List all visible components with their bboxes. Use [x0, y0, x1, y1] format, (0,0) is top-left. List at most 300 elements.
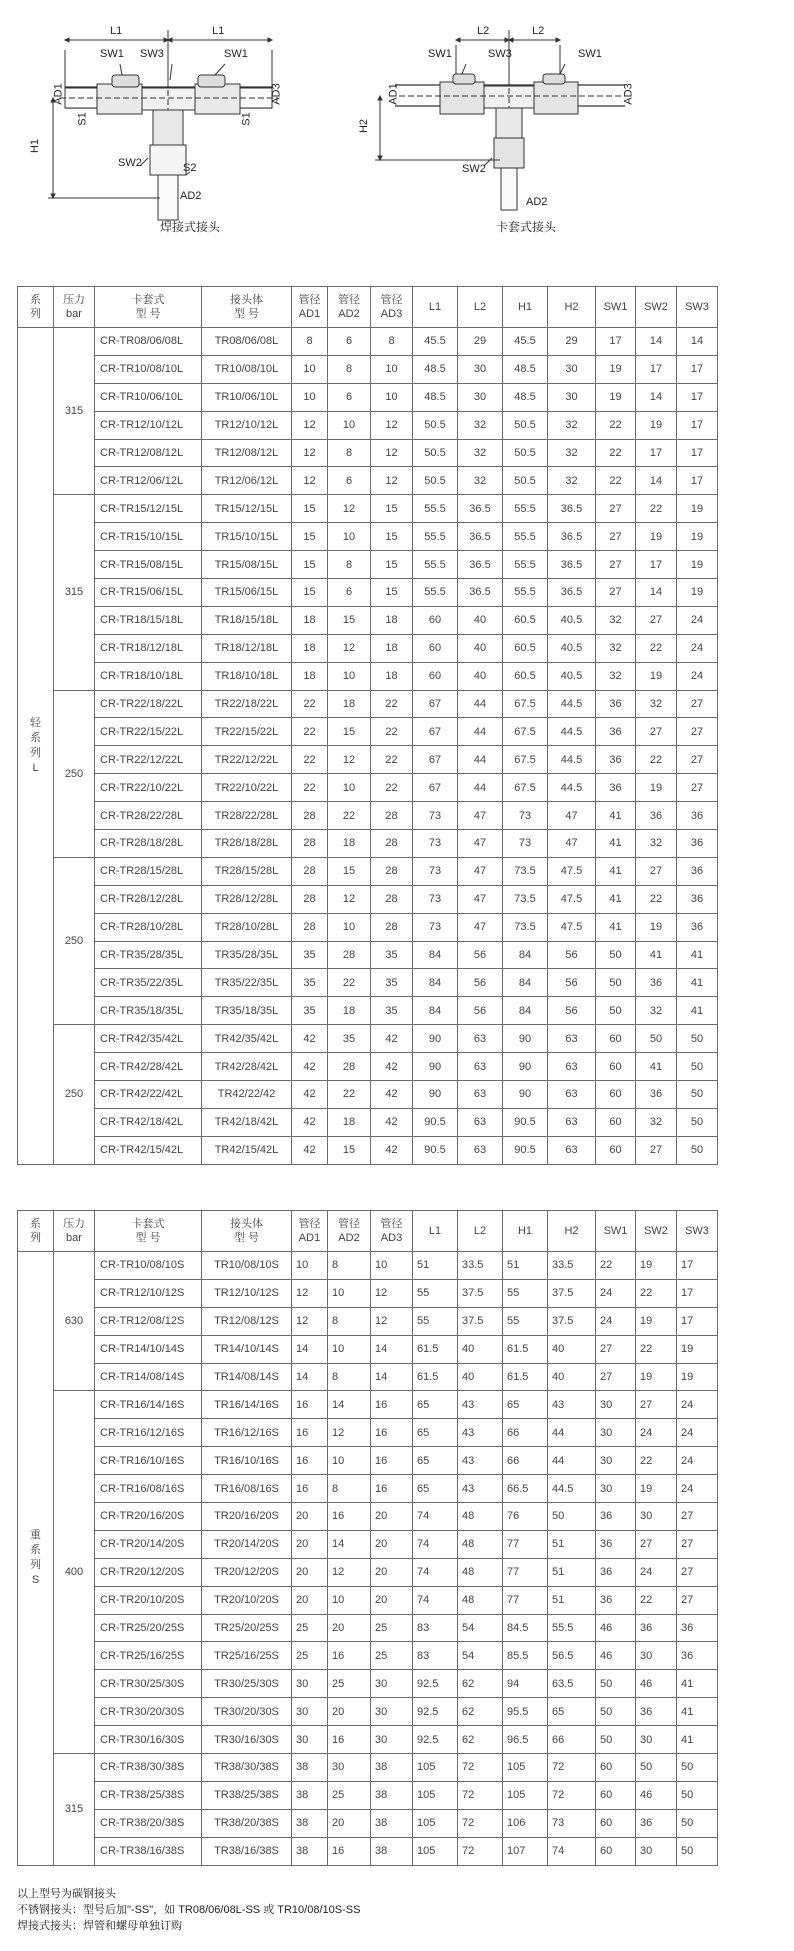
- value-cell: 22: [371, 774, 413, 802]
- table-row: [18, 1081, 718, 1109]
- value-cell: 63: [458, 1053, 503, 1081]
- value-cell: 15: [328, 718, 371, 746]
- value-cell: 60: [596, 1781, 636, 1809]
- value-cell: 84: [503, 941, 548, 969]
- value-cell: 22: [636, 1447, 677, 1475]
- value-cell: 56.5: [548, 1642, 596, 1670]
- value-cell: 25: [328, 1670, 371, 1698]
- value-cell: 30: [636, 1503, 677, 1531]
- value-cell: 24: [596, 1279, 636, 1307]
- value-cell: 55: [413, 1307, 458, 1335]
- table-row: [18, 606, 718, 634]
- value-cell: 22: [292, 690, 328, 718]
- value-cell: 105: [503, 1754, 548, 1782]
- header-cell: 卡套式 型 号: [95, 1211, 202, 1252]
- value-cell: 50: [677, 1136, 718, 1164]
- value-cell: 50: [677, 1809, 718, 1837]
- label-ad3: AD3: [270, 83, 283, 105]
- value-cell: 92.5: [413, 1670, 458, 1698]
- value-cell: 27: [596, 551, 636, 579]
- value-cell: 73: [413, 885, 458, 913]
- value-cell: 29: [548, 328, 596, 356]
- table-row: [18, 1307, 718, 1335]
- value-cell: 43: [548, 1391, 596, 1419]
- value-cell: 30: [596, 1391, 636, 1419]
- value-cell: 56: [458, 941, 503, 969]
- value-cell: 30: [458, 383, 503, 411]
- value-cell: 27: [636, 1391, 677, 1419]
- value-cell: 50: [677, 1781, 718, 1809]
- value-cell: 27: [636, 606, 677, 634]
- body-model-cell: TR16/10/16S: [202, 1447, 292, 1475]
- value-cell: 50.5: [503, 439, 548, 467]
- value-cell: 22: [596, 1252, 636, 1280]
- model-cell: CR-TR14/10/14S: [95, 1335, 202, 1363]
- body-model-cell: TR10/06/10L: [202, 383, 292, 411]
- model-cell: CR-TR42/15/42L: [95, 1136, 202, 1164]
- value-cell: 37.5: [548, 1279, 596, 1307]
- value-cell: 60: [596, 1108, 636, 1136]
- value-cell: 10: [371, 383, 413, 411]
- body-model-cell: TR15/06/15L: [202, 579, 292, 607]
- value-cell: 46: [596, 1614, 636, 1642]
- value-cell: 43: [458, 1419, 503, 1447]
- value-cell: 47: [458, 830, 503, 858]
- body-model-cell: TR18/15/18L: [202, 606, 292, 634]
- label-ad1: AD1: [52, 83, 65, 105]
- value-cell: 37.5: [458, 1307, 503, 1335]
- value-cell: 47: [458, 802, 503, 830]
- header-cell: 压力 bar: [54, 1211, 95, 1252]
- value-cell: 10: [328, 1447, 371, 1475]
- value-cell: 19: [636, 1252, 677, 1280]
- label-l2-right: L2: [532, 25, 545, 37]
- value-cell: 28: [371, 830, 413, 858]
- value-cell: 12: [292, 411, 328, 439]
- value-cell: 22: [636, 885, 677, 913]
- value-cell: 20: [292, 1503, 328, 1531]
- value-cell: 16: [292, 1475, 328, 1503]
- value-cell: 14: [328, 1391, 371, 1419]
- body-model-cell: TR20/10/20S: [202, 1586, 292, 1614]
- value-cell: 62: [458, 1698, 503, 1726]
- value-cell: 50: [677, 1754, 718, 1782]
- value-cell: 10: [328, 1335, 371, 1363]
- value-cell: 19: [677, 495, 718, 523]
- value-cell: 56: [458, 997, 503, 1025]
- footnotes: [17, 1886, 360, 1934]
- value-cell: 14: [292, 1363, 328, 1391]
- body-model-cell: TR18/12/18L: [202, 634, 292, 662]
- value-cell: 15: [328, 606, 371, 634]
- value-cell: 37.5: [548, 1307, 596, 1335]
- value-cell: 48.5: [503, 355, 548, 383]
- value-cell: 50: [636, 1025, 677, 1053]
- table-row: [18, 355, 718, 383]
- value-cell: 55.5: [413, 551, 458, 579]
- body-model-cell: TR28/22/28L: [202, 802, 292, 830]
- value-cell: 73.5: [503, 857, 548, 885]
- value-cell: 40.5: [548, 662, 596, 690]
- value-cell: 36.5: [458, 495, 503, 523]
- value-cell: 16: [328, 1837, 371, 1865]
- value-cell: 65: [413, 1447, 458, 1475]
- value-cell: 90.5: [413, 1136, 458, 1164]
- value-cell: 40.5: [548, 634, 596, 662]
- value-cell: 83: [413, 1614, 458, 1642]
- value-cell: 14: [371, 1335, 413, 1363]
- value-cell: 16: [292, 1419, 328, 1447]
- value-cell: 36: [596, 774, 636, 802]
- value-cell: 56: [458, 969, 503, 997]
- table-row: [18, 495, 718, 523]
- value-cell: 20: [328, 1809, 371, 1837]
- value-cell: 36: [596, 1558, 636, 1586]
- value-cell: 50.5: [413, 411, 458, 439]
- value-cell: 30: [548, 383, 596, 411]
- table-row: [18, 1335, 718, 1363]
- value-cell: 66: [503, 1447, 548, 1475]
- value-cell: 28: [292, 802, 328, 830]
- model-cell: CR-TR12/08/12S: [95, 1307, 202, 1335]
- value-cell: 65: [413, 1475, 458, 1503]
- table-row: [18, 1279, 718, 1307]
- value-cell: 94: [503, 1670, 548, 1698]
- value-cell: 22: [636, 634, 677, 662]
- value-cell: 40: [458, 662, 503, 690]
- value-cell: 38: [371, 1754, 413, 1782]
- value-cell: 27: [677, 1586, 718, 1614]
- value-cell: 19: [677, 1335, 718, 1363]
- body-model-cell: TR28/15/28L: [202, 857, 292, 885]
- value-cell: 18: [292, 662, 328, 690]
- value-cell: 60: [596, 1136, 636, 1164]
- body-model-cell: TR14/10/14S: [202, 1335, 292, 1363]
- value-cell: 41: [677, 1698, 718, 1726]
- header-cell: 管径 AD2: [328, 287, 371, 328]
- value-cell: 55.5: [503, 523, 548, 551]
- value-cell: 22: [328, 802, 371, 830]
- value-cell: 17: [677, 383, 718, 411]
- value-cell: 105: [413, 1837, 458, 1865]
- value-cell: 25: [328, 1781, 371, 1809]
- table-row: [18, 1558, 718, 1586]
- value-cell: 30: [292, 1698, 328, 1726]
- value-cell: 72: [458, 1781, 503, 1809]
- model-cell: CR-TR42/22/42L: [95, 1081, 202, 1109]
- table-row: [18, 1391, 718, 1419]
- value-cell: 44: [548, 1419, 596, 1447]
- body-model-cell: TR28/18/28L: [202, 830, 292, 858]
- table-row: [18, 885, 718, 913]
- value-cell: 18: [292, 634, 328, 662]
- value-cell: 55.5: [503, 579, 548, 607]
- header-cell: 管径 AD1: [292, 287, 328, 328]
- diagram-area: [0, 0, 794, 240]
- value-cell: 41: [677, 969, 718, 997]
- value-cell: 10: [328, 774, 371, 802]
- value-cell: 63: [548, 1053, 596, 1081]
- value-cell: 15: [292, 551, 328, 579]
- value-cell: 25: [371, 1642, 413, 1670]
- value-cell: 18: [328, 1108, 371, 1136]
- body-model-cell: TR35/18/35L: [202, 997, 292, 1025]
- header-cell: 接头体 型 号: [202, 1211, 292, 1252]
- value-cell: 36: [596, 690, 636, 718]
- header-cell: SW2: [636, 1211, 677, 1252]
- value-cell: 73: [413, 857, 458, 885]
- body-model-cell: TR12/06/12L: [202, 467, 292, 495]
- value-cell: 51: [548, 1586, 596, 1614]
- table-row: [18, 439, 718, 467]
- value-cell: 22: [371, 718, 413, 746]
- model-cell: CR-TR18/12/18L: [95, 634, 202, 662]
- value-cell: 36: [636, 1614, 677, 1642]
- value-cell: 61.5: [503, 1335, 548, 1363]
- table-row: [18, 1642, 718, 1670]
- model-cell: CR-TR18/15/18L: [95, 606, 202, 634]
- value-cell: 30: [596, 1447, 636, 1475]
- label-sw1-right-c: SW1: [578, 48, 602, 60]
- value-cell: 45.5: [413, 328, 458, 356]
- value-cell: 106: [503, 1809, 548, 1837]
- value-cell: 27: [596, 495, 636, 523]
- model-cell: CR-TR28/10/28L: [95, 913, 202, 941]
- value-cell: 90.5: [503, 1108, 548, 1136]
- label-sw2: SW2: [118, 157, 142, 169]
- body-model-cell: TR16/08/16S: [202, 1475, 292, 1503]
- value-cell: 36: [677, 885, 718, 913]
- value-cell: 10: [328, 662, 371, 690]
- value-cell: 66: [503, 1419, 548, 1447]
- table-row: [18, 523, 718, 551]
- table-row: [18, 913, 718, 941]
- table-row: [18, 1670, 718, 1698]
- value-cell: 105: [413, 1754, 458, 1782]
- model-cell: CR-TR30/16/30S: [95, 1726, 202, 1754]
- value-cell: 30: [636, 1726, 677, 1754]
- value-cell: 105: [413, 1809, 458, 1837]
- value-cell: 30: [636, 1837, 677, 1865]
- value-cell: 35: [292, 997, 328, 1025]
- model-cell: CR-TR12/06/12L: [95, 467, 202, 495]
- header-cell: H1: [503, 287, 548, 328]
- value-cell: 35: [371, 941, 413, 969]
- table-row: [18, 969, 718, 997]
- value-cell: 8: [371, 328, 413, 356]
- value-cell: 10: [292, 383, 328, 411]
- header-cell: SW3: [677, 1211, 718, 1252]
- model-cell: CR-TR25/16/25S: [95, 1642, 202, 1670]
- value-cell: 60.5: [503, 634, 548, 662]
- label-ad2: AD2: [180, 190, 202, 202]
- value-cell: 27: [636, 718, 677, 746]
- value-cell: 40: [458, 1335, 503, 1363]
- value-cell: 74: [413, 1558, 458, 1586]
- value-cell: 36.5: [548, 551, 596, 579]
- value-cell: 20: [371, 1530, 413, 1558]
- value-cell: 47.5: [548, 913, 596, 941]
- value-cell: 24: [677, 1391, 718, 1419]
- value-cell: 74: [548, 1837, 596, 1865]
- value-cell: 24: [677, 662, 718, 690]
- value-cell: 32: [636, 1108, 677, 1136]
- value-cell: 16: [292, 1391, 328, 1419]
- value-cell: 36: [636, 802, 677, 830]
- header-cell: SW1: [596, 1211, 636, 1252]
- value-cell: 65: [413, 1391, 458, 1419]
- value-cell: 38: [371, 1809, 413, 1837]
- series-cell: 重 系 列 S: [18, 1252, 54, 1866]
- model-cell: CR-TR18/10/18L: [95, 662, 202, 690]
- header-cell: H1: [503, 1211, 548, 1252]
- header-cell: SW3: [677, 287, 718, 328]
- value-cell: 14: [636, 579, 677, 607]
- value-cell: 74: [413, 1503, 458, 1531]
- body-model-cell: TR38/25/38S: [202, 1781, 292, 1809]
- value-cell: 27: [636, 1530, 677, 1558]
- model-cell: CR-TR08/06/08L: [95, 328, 202, 356]
- header-cell: L2: [458, 1211, 503, 1252]
- value-cell: 50.5: [503, 411, 548, 439]
- value-cell: 28: [292, 913, 328, 941]
- value-cell: 18: [328, 997, 371, 1025]
- value-cell: 28: [371, 802, 413, 830]
- value-cell: 24: [636, 1558, 677, 1586]
- value-cell: 32: [458, 467, 503, 495]
- value-cell: 72: [458, 1809, 503, 1837]
- table-row: [18, 411, 718, 439]
- value-cell: 43: [458, 1391, 503, 1419]
- body-model-cell: TR12/08/12L: [202, 439, 292, 467]
- value-cell: 92.5: [413, 1698, 458, 1726]
- value-cell: 46: [596, 1642, 636, 1670]
- value-cell: 38: [292, 1754, 328, 1782]
- value-cell: 6: [328, 467, 371, 495]
- body-model-cell: TR22/15/22L: [202, 718, 292, 746]
- value-cell: 12: [292, 439, 328, 467]
- header-cell: 接头体 型 号: [202, 287, 292, 328]
- value-cell: 36.5: [548, 579, 596, 607]
- value-cell: 67.5: [503, 746, 548, 774]
- table-row: [18, 551, 718, 579]
- value-cell: 22: [328, 969, 371, 997]
- value-cell: 36: [636, 1698, 677, 1726]
- value-cell: 30: [596, 1475, 636, 1503]
- value-cell: 50: [596, 1698, 636, 1726]
- body-model-cell: TR12/10/12L: [202, 411, 292, 439]
- value-cell: 50.5: [503, 467, 548, 495]
- value-cell: 17: [596, 328, 636, 356]
- value-cell: 72: [548, 1754, 596, 1782]
- value-cell: 22: [636, 1335, 677, 1363]
- value-cell: 30: [458, 355, 503, 383]
- value-cell: 73: [413, 830, 458, 858]
- value-cell: 51: [548, 1530, 596, 1558]
- model-cell: CR-TR22/10/22L: [95, 774, 202, 802]
- table-row: [18, 1363, 718, 1391]
- value-cell: 36: [596, 1530, 636, 1558]
- value-cell: 19: [636, 662, 677, 690]
- value-cell: 33.5: [548, 1252, 596, 1280]
- value-cell: 14: [677, 328, 718, 356]
- value-cell: 30: [596, 1419, 636, 1447]
- model-cell: CR-TR10/08/10L: [95, 355, 202, 383]
- note-carbon-steel: 以上型号为碳钢接头: [17, 1888, 116, 1900]
- value-cell: 42: [371, 1025, 413, 1053]
- model-cell: CR-TR20/10/20S: [95, 1586, 202, 1614]
- value-cell: 50: [636, 1754, 677, 1782]
- value-cell: 60.5: [503, 606, 548, 634]
- value-cell: 32: [596, 634, 636, 662]
- value-cell: 60: [413, 606, 458, 634]
- value-cell: 48.5: [413, 355, 458, 383]
- table-row: [18, 802, 718, 830]
- model-cell: CR-TR22/12/22L: [95, 746, 202, 774]
- value-cell: 73: [503, 830, 548, 858]
- value-cell: 67: [413, 718, 458, 746]
- model-cell: CR-TR16/14/16S: [95, 1391, 202, 1419]
- value-cell: 90: [413, 1053, 458, 1081]
- model-cell: CR-TR16/12/16S: [95, 1419, 202, 1447]
- value-cell: 19: [636, 411, 677, 439]
- body-model-cell: TR42/15/42L: [202, 1136, 292, 1164]
- value-cell: 27: [636, 1136, 677, 1164]
- model-cell: CR-TR15/12/15L: [95, 495, 202, 523]
- model-cell: CR-TR30/25/30S: [95, 1670, 202, 1698]
- value-cell: 18: [371, 634, 413, 662]
- note-welded-order: 焊接式接头：焊管和螺母单独订购: [17, 1920, 182, 1932]
- heavy-series-table: [17, 1210, 718, 1866]
- value-cell: 15: [292, 579, 328, 607]
- model-cell: CR-TR35/18/35L: [95, 997, 202, 1025]
- value-cell: 36: [677, 1614, 718, 1642]
- value-cell: 50.5: [413, 439, 458, 467]
- value-cell: 48.5: [503, 383, 548, 411]
- value-cell: 17: [677, 411, 718, 439]
- value-cell: 41: [596, 802, 636, 830]
- value-cell: 77: [503, 1558, 548, 1586]
- value-cell: 44: [548, 1447, 596, 1475]
- value-cell: 63: [458, 1108, 503, 1136]
- body-model-cell: TR08/06/08L: [202, 328, 292, 356]
- model-cell: CR-TR28/22/28L: [95, 802, 202, 830]
- model-cell: CR-TR38/25/38S: [95, 1781, 202, 1809]
- value-cell: 54: [458, 1614, 503, 1642]
- value-cell: 30: [371, 1726, 413, 1754]
- model-cell: CR-TR22/15/22L: [95, 718, 202, 746]
- model-cell: CR-TR12/10/12L: [95, 411, 202, 439]
- value-cell: 41: [677, 1726, 718, 1754]
- value-cell: 30: [328, 1754, 371, 1782]
- value-cell: 44.5: [548, 718, 596, 746]
- value-cell: 30: [292, 1670, 328, 1698]
- table-row: [18, 774, 718, 802]
- value-cell: 8: [328, 1363, 371, 1391]
- value-cell: 90: [413, 1025, 458, 1053]
- value-cell: 105: [503, 1781, 548, 1809]
- value-cell: 90: [503, 1053, 548, 1081]
- body-model-cell: TR22/12/22L: [202, 746, 292, 774]
- value-cell: 25: [292, 1614, 328, 1642]
- value-cell: 60: [596, 1081, 636, 1109]
- value-cell: 32: [458, 439, 503, 467]
- model-cell: CR-TR14/08/14S: [95, 1363, 202, 1391]
- value-cell: 10: [328, 1279, 371, 1307]
- header-cell: 卡套式 型 号: [95, 287, 202, 328]
- value-cell: 15: [328, 857, 371, 885]
- value-cell: 62: [458, 1726, 503, 1754]
